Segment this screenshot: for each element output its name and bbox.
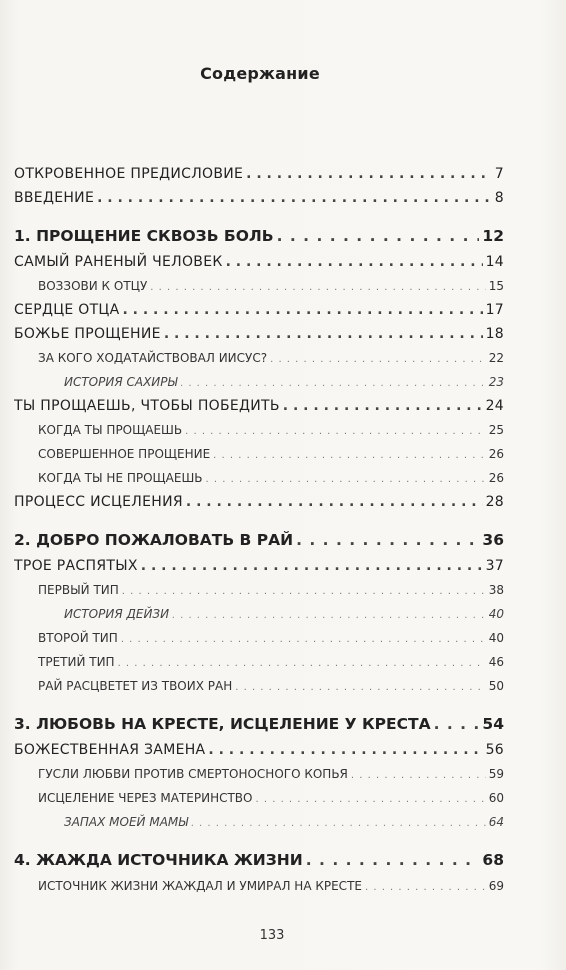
page-title: Содержание [200,64,320,83]
toc-entry-head [14,186,504,210]
dot-leader [226,250,483,274]
dot-leader [351,762,486,786]
toc-entry-title: ТЫ ПРОЩАЕШЬ, ЧТОБЫ ПОБЕДИТЬ [14,398,280,414]
toc-entry-title: ИСТОРИЯ ДЕЙЗИ [64,607,170,621]
dot-leader [256,786,486,810]
toc-entry-page-number: 7 [494,166,504,182]
dot-leader [246,162,492,186]
toc-entry-sub [14,346,504,370]
toc-entry-page-number: 46 [488,655,504,669]
toc-entry-sub [14,626,504,650]
toc-entry-page-number: 64 [488,815,504,829]
toc-entry-story [14,810,504,834]
toc-entry-page-number: 37 [485,558,504,574]
toc-entry-page-number: 28 [485,494,504,510]
toc-entry-page-number: 60 [488,791,504,805]
toc-entry-part [14,710,504,738]
toc-entry-page-number: 54 [482,715,504,733]
toc-entry-page-number: 15 [488,279,504,293]
dot-leader [172,602,486,626]
dot-leader [277,222,480,250]
toc-entry-page-number: 50 [488,679,504,693]
dot-leader [150,274,485,298]
dot-leader [141,554,483,578]
dot-leader [185,418,486,442]
toc-entry-page-number: 40 [488,607,504,621]
toc-entry-head [14,738,504,762]
toc-entry-title: ИСЦЕЛЕНИЕ ЧЕРЕЗ МАТЕРИНСТВО [38,791,253,805]
toc-entry-page-number: 24 [485,398,504,414]
toc-entry-part [14,222,504,250]
dot-leader [191,810,486,834]
toc-entry-title: ИСТОРИЯ САХИРЫ [64,375,178,389]
dot-leader [180,370,485,394]
toc-entry-head [14,298,504,322]
toc-entry-sub [14,274,504,298]
toc-entry-page-number: 26 [488,471,504,485]
toc-entry-title: ЗА КОГО ХОДАТАЙСТВОВАЛ ИИСУС? [38,351,268,365]
toc-entry-sub [14,674,504,698]
toc-entry-title: ГУСЛИ ЛЮБВИ ПРОТИВ СМЕРТОНОСНОГО КОПЬЯ [38,767,348,781]
toc-entry-page-number: 38 [488,583,504,597]
toc-entry-sub [14,650,504,674]
toc-entry-title: САМЫЙ РАНЕНЫЙ ЧЕЛОВЕК [14,254,223,270]
toc-entry-title: ТРОЕ РАСПЯТЫХ [14,558,138,574]
toc-entry-title: БОЖЕСТВЕННАЯ ЗАМЕНА [14,742,206,758]
dot-leader [434,710,480,738]
dot-leader [97,186,492,210]
toc-entry-page-number: 12 [482,227,504,245]
toc-entry-page-number: 25 [488,423,504,437]
toc-entry-sub [14,786,504,810]
toc-entry-page-number: 17 [485,302,504,318]
toc-entry-title: ОТКРОВЕННОЕ ПРЕДИСЛОВИЕ [14,166,244,182]
toc-entry-title: 3. ЛЮБОВЬ НА КРЕСТЕ, ИСЦЕЛЕНИЕ У КРЕСТА [14,715,431,733]
toc-entry-page-number: 8 [494,190,504,206]
toc-entry-head [14,322,504,346]
toc-entry-title: ТРЕТИЙ ТИП [38,655,115,669]
toc-entry-title: ВОЗЗОВИ К ОТЦУ [38,279,148,293]
toc-entry-title: 1. ПРОЩЕНИЕ СКВОЗЬ БОЛЬ [14,227,274,245]
dot-leader [164,322,483,346]
table-of-contents [14,158,504,898]
toc-entry-title: СОВЕРШЕННОЕ ПРОЩЕНИЕ [38,447,211,461]
dot-leader [208,738,482,762]
toc-entry-page-number: 22 [488,351,504,365]
toc-entry-title: 4. ЖАЖДА ИСТОЧНИКА ЖИЗНИ [14,851,303,869]
toc-entry-head [14,490,504,514]
toc-entry-part [14,526,504,554]
toc-entry-page-number: 14 [485,254,504,270]
dot-leader [121,626,486,650]
dot-leader [306,846,480,874]
toc-entry-page-number: 68 [482,851,504,869]
toc-entry-story [14,602,504,626]
toc-entry-page-number: 23 [488,375,504,389]
toc-entry-sub [14,466,504,490]
toc-entry-page-number: 69 [488,879,504,893]
toc-entry-page-number: 59 [488,767,504,781]
toc-entry-page-number: 40 [488,631,504,645]
toc-entry-title: КОГДА ТЫ НЕ ПРОЩАЕШЬ [38,471,203,485]
toc-entry-title: БОЖЬЕ ПРОЩЕНИЕ [14,326,161,342]
toc-entry-page-number: 26 [488,447,504,461]
toc-entry-sub [14,442,504,466]
toc-entry-page-number: 36 [482,531,504,549]
dot-leader [122,298,482,322]
toc-entry-sub [14,762,504,786]
dot-leader [213,442,486,466]
dot-leader [296,526,479,554]
toc-entry-title: 2. ДОБРО ПОЖАЛОВАТЬ В РАЙ [14,531,294,549]
toc-entry-title: СЕРДЦЕ ОТЦА [14,302,120,318]
toc-entry-sub [14,578,504,602]
dot-leader [365,874,486,898]
toc-entry-head [14,394,504,418]
toc-entry-title: ПЕРВЫЙ ТИП [38,583,119,597]
dot-leader [186,490,483,514]
toc-entry-title: РАЙ РАСЦВЕТЕТ ИЗ ТВОИХ РАН [38,679,233,693]
dot-leader [118,650,486,674]
toc-entry-sub [14,874,504,898]
toc-entry-title: ЗАПАХ МОЕЙ МАМЫ [64,815,189,829]
toc-entry-story [14,370,504,394]
dot-leader [270,346,486,370]
toc-entry-head [14,162,504,186]
toc-entry-head [14,250,504,274]
toc-entry-title: ВВЕДЕНИЕ [14,190,95,206]
toc-entry-head [14,554,504,578]
toc-entry-sub [14,418,504,442]
toc-entry-title: ПРОЦЕСС ИСЦЕЛЕНИЯ [14,494,183,510]
toc-entry-title: ИСТОЧНИК ЖИЗНИ ЖАЖДАЛ И УМИРАЛ НА КРЕСТЕ [38,879,362,893]
toc-entry-page-number: 56 [485,742,504,758]
toc-entry-part [14,846,504,874]
toc-entry-page-number: 18 [485,326,504,342]
dot-leader [206,466,486,490]
dot-leader [235,674,485,698]
toc-entry-title: ВТОРОЙ ТИП [38,631,118,645]
page-number: 133 [259,928,285,943]
toc-entry-title: КОГДА ТЫ ПРОЩАЕШЬ [38,423,183,437]
dot-leader [122,578,486,602]
dot-leader [283,394,483,418]
